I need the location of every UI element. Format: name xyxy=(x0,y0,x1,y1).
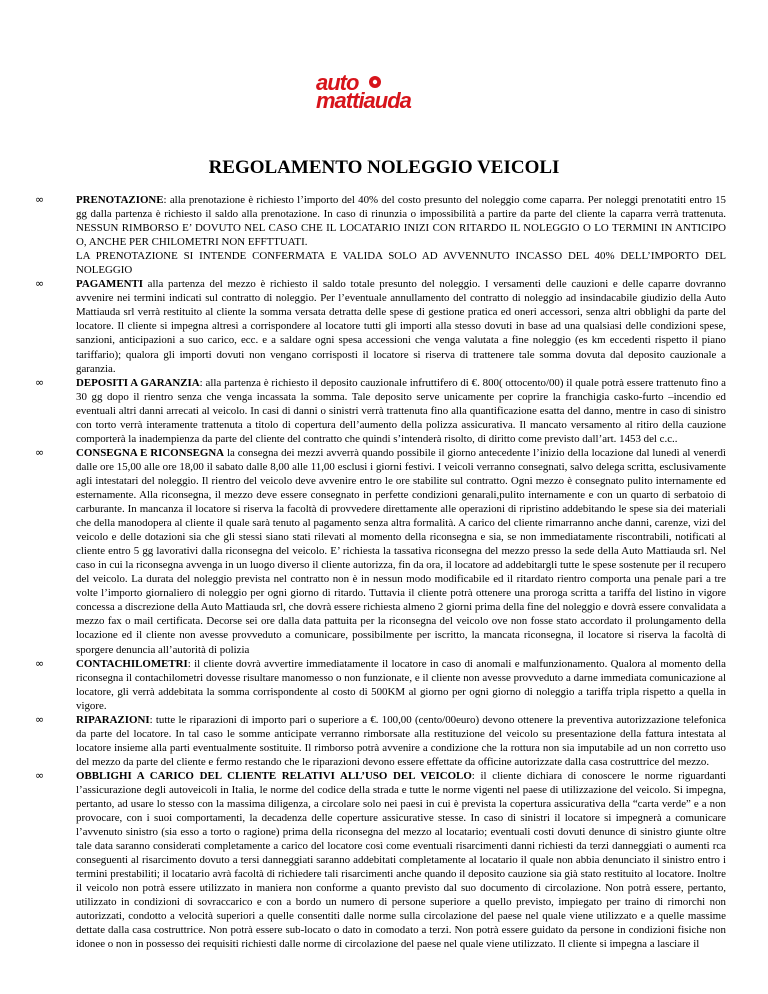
section-prenotazione xyxy=(35,193,726,277)
regulation-list xyxy=(35,193,726,952)
section-consegna-e-riconsegna xyxy=(35,446,726,657)
section-extra-text: LA PRENOTAZIONE SI INTENDE CONFERMATA E VALIDA SOLO AD AVVENNUTO INCASSO DEL 40% DELL’IMPORTO DEL NOLEGGIO xyxy=(76,250,726,277)
section-label: CONSEGNA E RICONSEGNA xyxy=(76,446,225,459)
bullet-icon: ∞ xyxy=(35,768,45,782)
section-text: : tutte le riparazioni di importo pari o superiore a €. 100,00 (cento/00euro) devono ottenere la preventiva autorizzazione telefonica da parte del locatore. In tal caso le somme anticipate verranno rimborsate alla restituzione del veicolo su presentazione della fattura intestata al locatore insieme alla parti eventualmente sostituite. Il rimborso potrà avvenire a condizione che la rottura non sia imputabile ad un non corretto uso del mezzo da parte del cliente e fermo restando che le riparazioni devono essere effettate da officine autorizzate dalla casa costruttrice del mezzo. xyxy=(76,713,726,768)
logo-text-mattiauda: mattiauda xyxy=(316,88,411,113)
section-text: alla partenza del mezzo è richiesto il saldo totale presunto del noleggio. I versamenti delle cauzioni e delle caparre dovranno avvenire nei termini indicati sul contratto di noleggio. Per l’eventuale annullamento del contratto di noleggio ad insindacabile giudizio della Auto Mattiauda srl verrà restituito al cliente la somma versata detratta delle spese di gestione pratica ed oneri accessori, senza altri obblighi da parte del locatore. Il cliente si impegna altresì a corrispondere al locatore tutti gli importi alla stesso dovuti in base ad una qualsiasi delle condizioni spese, sanzioni, anticipazioni a suo carico, ecc. e a saldare ogni spesa accessioni che venga valutata a fine noleggio (es km eccedenti rispetto il piano tariffario); qualora gli importi dovuti non vengano corrisposti il locatore si riserva di trattenere tale somma dovuta dal deposito cauzionale a garanzia. xyxy=(76,278,726,375)
section-contachilometri xyxy=(35,657,726,713)
section-label: PAGAMENTI xyxy=(76,278,143,291)
bullet-icon: ∞ xyxy=(35,445,45,459)
logo-text-auto: auto xyxy=(316,70,359,95)
bullet-icon: ∞ xyxy=(35,277,45,291)
logo-wheel-icon xyxy=(368,75,382,89)
bullet-icon: ∞ xyxy=(35,375,45,389)
section-text: : il cliente dichiara di conoscere le norme riguardanti l’assicurazione degli autoveicoli in Italia, le norme del codice della strada e tutte le norme vigenti nel paese di utilizzazione del veicolo. Si impegna, pertanto, ad usare lo stesso con la massima diligenza, a circolare solo nei paesi in cui è prevista la copertura assicurativa della “carta verde” e a non provocare, con i suoi comportamenti, la decadenza delle coperture assicurative stesse. In caso di sinistri il locatore si impegnerà a comunicare l’avvenuto sinistro (sia esso a torto o ragione) prima della riconsegna del mezzo al locatario; eventuali costi dovuti denunce di sinistro giunte oltre tale data saranno considerati completamente a carico del locatore così come eventuali risarcimenti danni richiesti da terzi danneggiati o aumenti rca conseguenti al risarcimento dovuto a tersi danneggiati saranno addebitati completamente al locatario il quale non abbia denunciato il sinistro entro i termini prestabiliti; il locatario avrà facoltà di richiedere tali risarcimenti anche quando il deposito cauzione sia già stato restituito al locatore. Inoltre il veicolo non potrà essere utilizzato in maniera non conforme a quanto previsto dal suo documento di circolazione. Non potrà essere, pertanto, utilizzato in condizioni di sovraccarico e con a bordo un numero di persone superiore a quello previsto, impiegato per traino di rimorchi non autorizzati, condotto a velocità superiori a quelle consentiti dalle norme sulla circolazione del paese nel quale viene utilizzato e a quelle massime dettate dalla casa costruttrice. Non potrà essere sub-locato o dato in comodato a terzi. Non potrà essere guidato da persone in condizioni fisiche non idonee o non in possesso dei requisiti richiesti dalle norme di circolazione del paese nel quale viene utilizzato. Il cliente si impegna a lasciare il xyxy=(76,769,726,951)
section-riparazioni xyxy=(35,713,726,769)
page-title: REGOLAMENTO NOLEGGIO VEICOLI xyxy=(208,157,560,178)
bullet-icon: ∞ xyxy=(35,193,45,206)
section-text: la consegna dei mezzi avverrà quando possibile il giorno antecedente l’inizio della locazione dal lunedì al venerdì dalle ore 15,00 alle ore 18,00 il sabato dalle 8,00 alle 11,00 esclusi i giorni festivi. I veicoli verranno consegnati, salvo delega scritta, esclusivamente agli intestatari del noleggio. Il rientro del veicolo deve avvenire entro le ore stabilite sul contratto. Ogni mezzo è consegnato pulito internamente ed esternamente. Alla riconsegna, il mezzo deve essere consegnato in perfette condizioni genarali,pulito internamente e con un quarto di serbatoio di carburante. In mancanza il locatore si riserva la facoltà di provvedere direttamente alle operazioni di ripristino addebitando le spese sia dei materiali che della manodopera al cliente il quale sarà tenuto al pagamento senza altra formalità. A carico del cliente rimarranno anche danni, carenze, vizi del veicolo e delle dotazioni sia che gli stessi siano stati rilevati al momento della riconsegna e sia, se non immediatamente riscontrabili, notificati al cliente entro 5 gg lavorativi dalla riconsegna del veicolo. E’ richiesta la tassativa riconsegna del mezzo presso la sede della Auto Mattiauda srl. Nel caso in cui la riconsegna avvenga in un luogo diverso il cliente autorizza, fin da ora, il locatore ad addebitargli tutte le spese sostenute per il recupero del veicolo. La durata del noleggio prevista nel contratto non è in nessun modo modificabile ed il ritardato rientro comporta una penale pari a tre volte l’importo giornaliero di noleggio per ogni giorno di ritardo. Tuttavia il cliente potrà ottenere una proroga scritta a tariffa del listino in vigore concessa a discrezione della Auto Mattiauda srl, che dovrà essere richiesta almeno 2 giorni prima della fine del noleggio e dovrà essere convalidata a mezzo fax o mail certificata. Decorse sei ore dalla data pattuita per la riconsegna del veicolo ove non fosse stato accordato il prolungamento della locazione ed il cliente non avesse provveduto a comunicare, possibilmente per iscritto, la mancata riconsegna, il locatore si riserva la facoltà di sporgere denuncia all’autorità di polizia xyxy=(76,446,727,656)
section-depositi-a-garanzia xyxy=(35,376,726,446)
section-pagamenti xyxy=(35,277,726,375)
bullet-icon: ∞ xyxy=(35,656,45,670)
section-text: : alla partenza è richiesto il deposito cauzionale infruttifero di €. 800( ottocento/00) il quale potrà essere trattenuto fino a 30 gg dopo il rientro senza che venga incassata la somma. Tale deposito serve unicamente per coprire la franchigia casko-furto –incendio ed eventuali altri danni arrecati al veicolo. In casi di danni o sinistri verrà trattenuta fino alla quantificazione esatta del danno, mentre in caso di sinistro con torto verrà interamente trattenuta a titolo di copertura dell’aumento della polizza assicurativa. Il mancato versamento al ritiro della cauzione comporterà la inadempienza da parte del cliente del contratto che quindi s’intenderà risolto, di diritto come previsto dall’art. 1453 del c.c.. xyxy=(76,376,726,445)
section-label: CONTACHILOMETRI xyxy=(76,657,188,670)
section-label: PRENOTAZIONE xyxy=(76,194,164,206)
section-label: DEPOSITI A GARANZIA xyxy=(76,376,200,389)
section-obblighi xyxy=(35,769,726,952)
bullet-icon: ∞ xyxy=(35,712,45,726)
section-label: OBBLIGHI A CARICO DEL CLIENTE RELATIVI ALL’USO DEL VEICOLO xyxy=(76,769,472,782)
section-text: : il cliente dovrà avvertire immediatamente il locatore in caso di anomali e malfunzionamento. Qualora al momento della riconsegna il contachilometri dovesse risultare manomesso o non funzionate, e il cliente non avesse provveduto a darne immediata comunicazione al locatore, gli verrà addebitata la somma corrispondente al costo di 500KM al giorno per ogni giorno di noleggio a tariffa tripla rispetto a quella in vigore. xyxy=(76,657,726,712)
company-logo xyxy=(310,70,450,116)
section-text: : alla prenotazione è richiesto l’importo del 40% del costo presunto del noleggio come caparra. Per noleggi prenotatiti entro 15 gg dalla partenza è richiesto il saldo alla prenotazione. In caso di rinunzia o impossibilità a partire da parte del cliente la caparra verrà trattenuta. NESSUN RIMBORSO E’ DOVUTO NEL CASO CHE IL LOCATARIO INIZI CON RITARDO IL NOLEGGIO O LO TERMINI IN ANTICIPO O, ANCHE PER CHILOMETRI NON EFFTTUATI. xyxy=(76,194,726,249)
section-label: RIPARAZIONI xyxy=(76,713,150,726)
